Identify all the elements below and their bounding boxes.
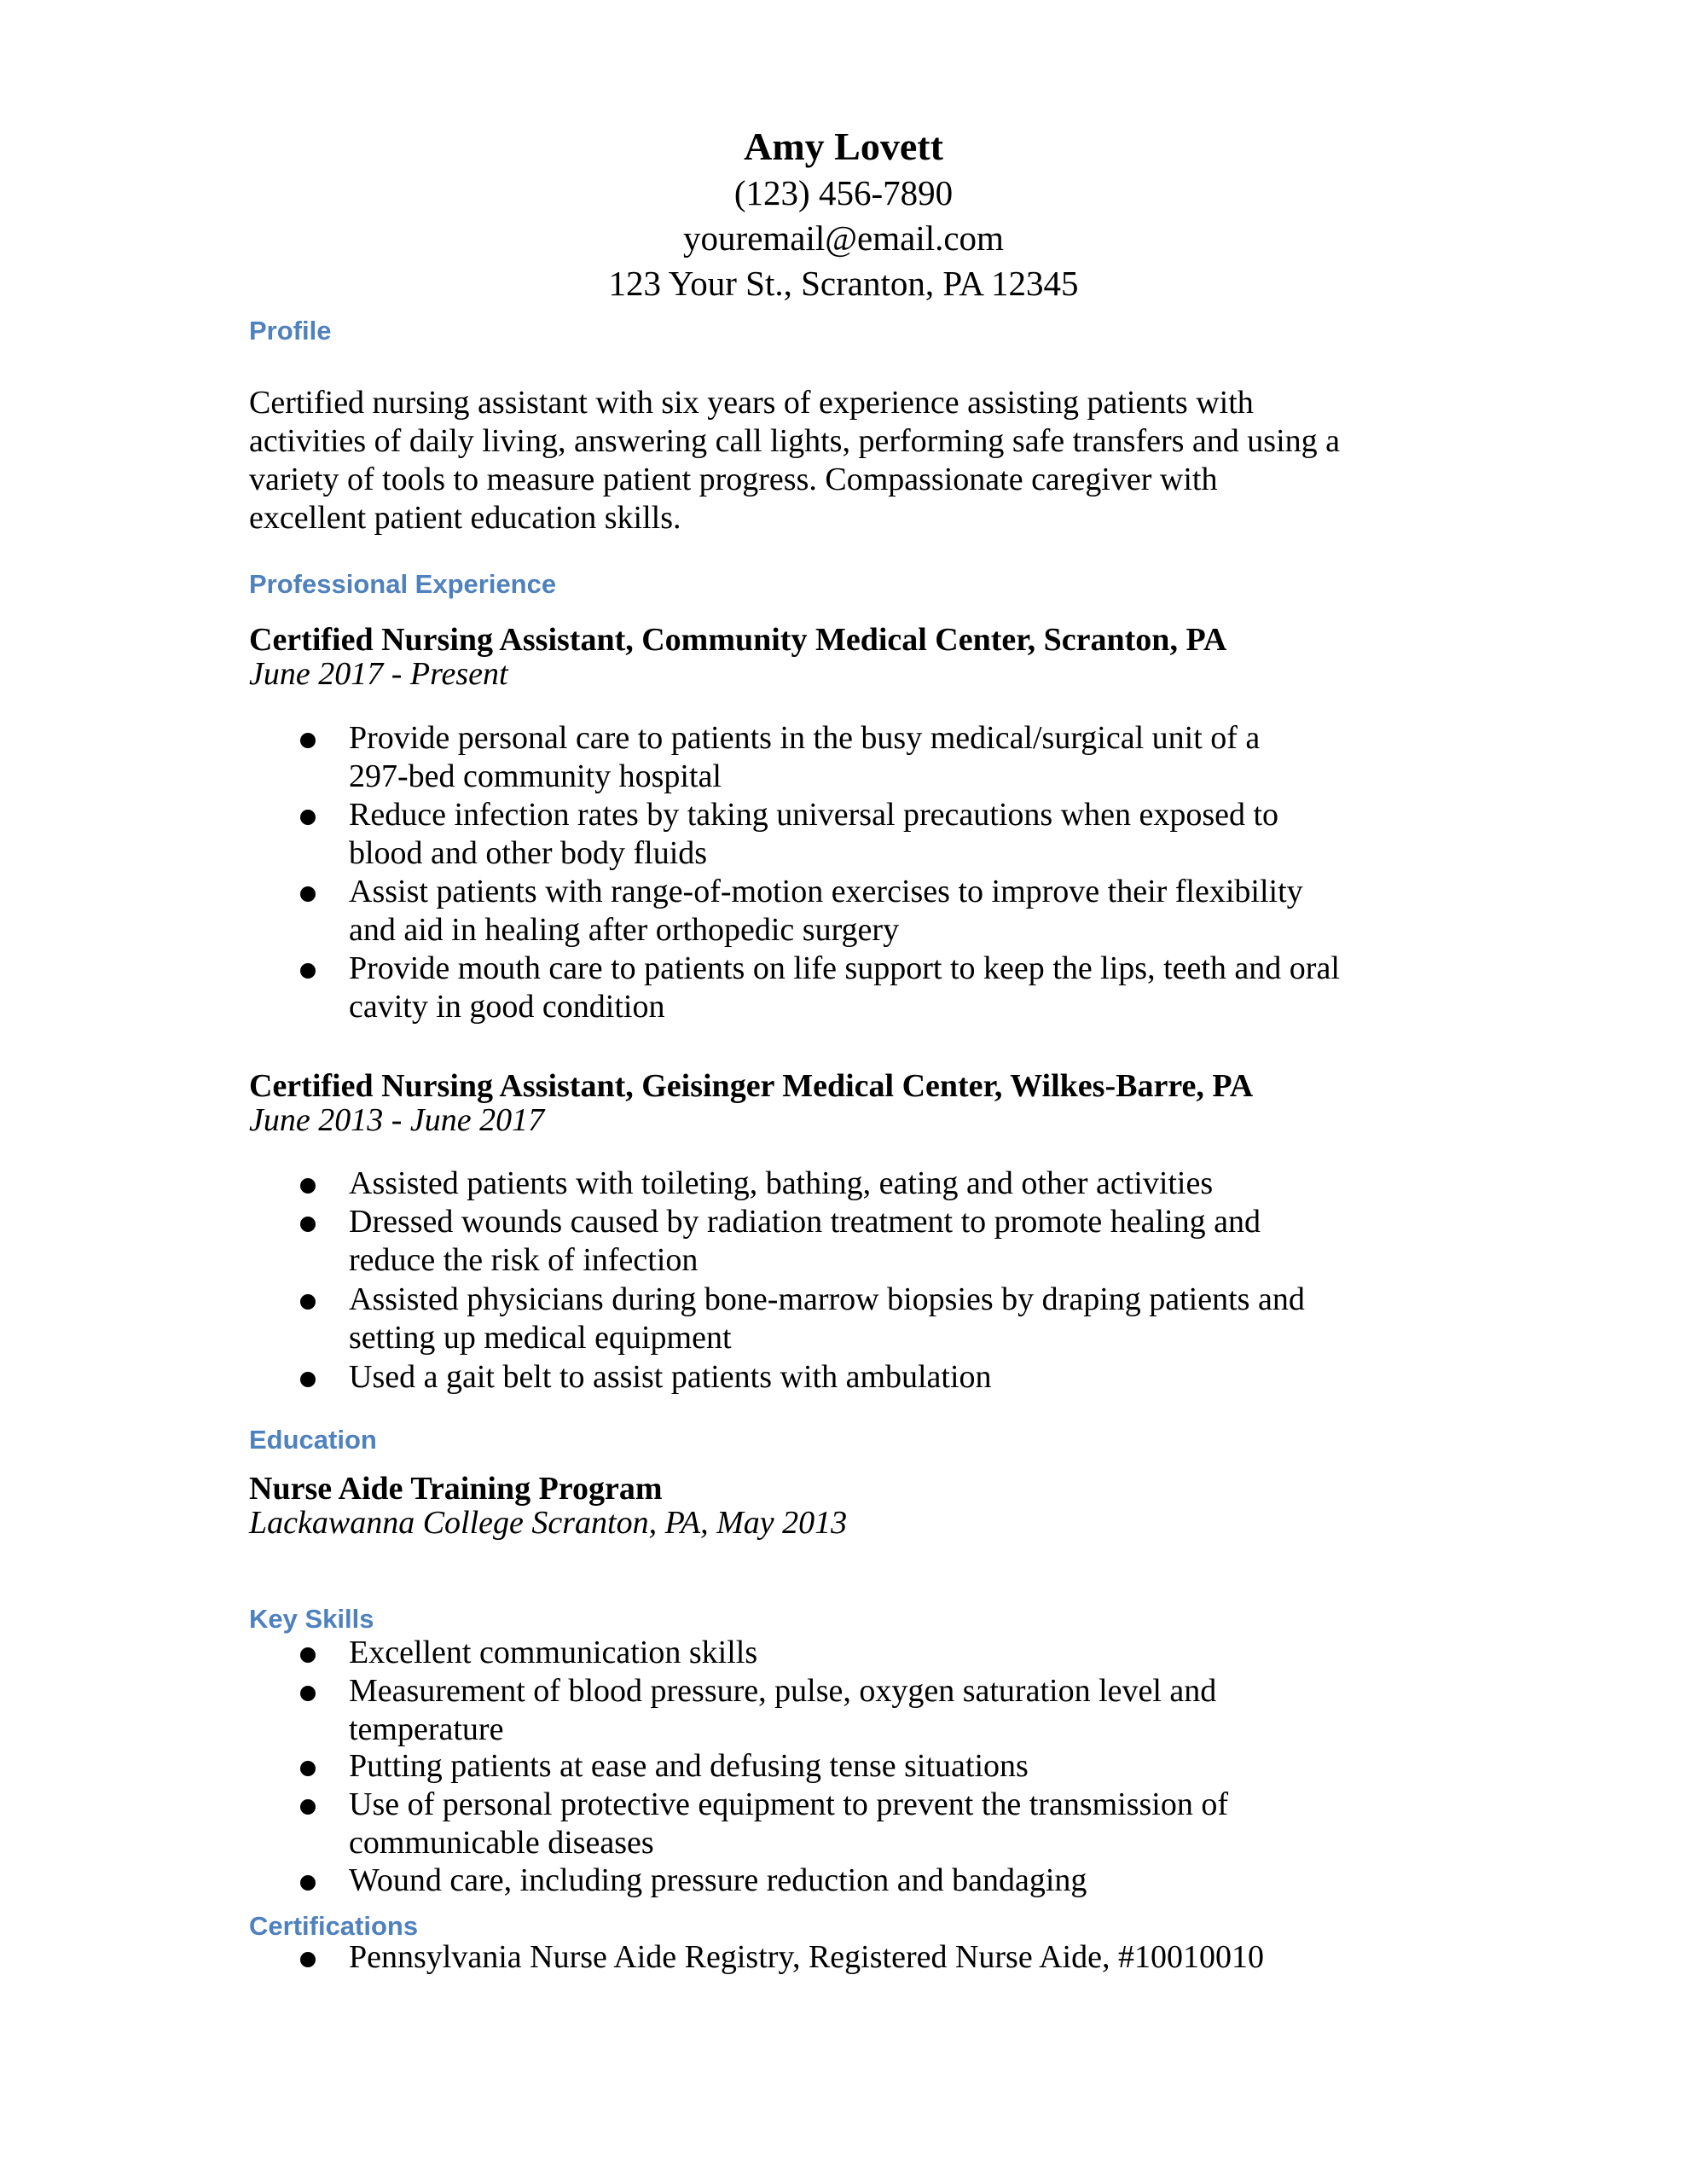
bullet-icon	[300, 1761, 316, 1776]
bullet-icon	[300, 1372, 316, 1387]
email-address: youremail@email.com	[683, 218, 1004, 258]
bullet-line: Pennsylvania Nurse Aide Registry, Registered Nurse Aide, #10010010	[349, 1939, 1264, 1975]
profile-line: activities of daily living, answering call lights, performing safe transfers and using a	[249, 423, 1340, 459]
bullet-line: Dressed wounds caused by radiation treatment to promote healing and	[349, 1204, 1261, 1240]
bullet-line: Use of personal protective equipment to prevent the transmission of	[349, 1786, 1229, 1822]
bullet-line: setting up medical equipment	[349, 1320, 732, 1356]
bullet-icon	[300, 1217, 316, 1232]
bullet-line: Assist patients with range-of-motion exercises to improve their flexibility	[349, 874, 1303, 909]
bullet-icon	[300, 1686, 316, 1701]
bullet-line: communicable diseases	[349, 1825, 654, 1861]
bullet-line: blood and other body fluids	[349, 835, 708, 871]
education-school: Lackawanna College Scranton, PA, May 2013	[249, 1505, 848, 1541]
bullet-line: Reduce infection rates by taking universal precautions when exposed to	[349, 797, 1279, 833]
bullet-line: Used a gait belt to assist patients with ambulation	[349, 1359, 992, 1395]
profile-line: Certified nursing assistant with six years of experience assisting patients with	[249, 385, 1254, 421]
bullet-icon	[300, 1799, 316, 1815]
bullet-line: Putting patients at ease and defusing tense situations	[349, 1748, 1029, 1784]
bullet-icon	[300, 733, 316, 748]
bullet-icon	[300, 1875, 316, 1891]
education-program: Nurse Aide Training Program	[249, 1471, 663, 1507]
section-heading-skills: Key Skills	[249, 1604, 374, 1634]
bullet-icon	[300, 810, 316, 825]
bullet-line: reduce the risk of infection	[349, 1242, 699, 1278]
phone-number: (123) 456-7890	[733, 173, 954, 212]
bullet-line: Excellent communication skills	[349, 1635, 758, 1670]
bullet-line: Measurement of blood pressure, pulse, oxygen saturation level and	[349, 1673, 1217, 1709]
job-dates: June 2017 - Present	[249, 656, 508, 692]
job-dates: June 2013 - June 2017	[249, 1102, 545, 1138]
bullet-icon	[300, 1294, 316, 1310]
bullet-line: and aid in healing after orthopedic surgery	[349, 912, 900, 948]
job-title: Certified Nursing Assistant, Geisinger Medical Center, Wilkes-Barre, PA	[249, 1068, 1254, 1104]
bullet-icon	[300, 1178, 316, 1194]
profile-line: variety of tools to measure patient progress. Compassionate caregiver with	[249, 462, 1218, 497]
section-heading-certifications: Certifications	[249, 1911, 419, 1941]
bullet-icon	[300, 1647, 316, 1663]
bullet-line: Provide personal care to patients in the busy medical/surgical unit of a	[349, 720, 1261, 756]
bullet-line: Assisted physicians during bone-marrow biopsies by draping patients and	[349, 1281, 1305, 1317]
profile-line: excellent patient education skills.	[249, 500, 681, 536]
section-heading-profile: Profile	[249, 316, 332, 346]
job-title: Certified Nursing Assistant, Community Medical Center, Scranton, PA	[249, 622, 1227, 658]
bullet-icon	[300, 1952, 316, 1967]
candidate-name: Amy Lovett	[744, 125, 943, 168]
section-heading-education: Education	[249, 1425, 377, 1455]
section-heading-experience: Professional Experience	[249, 569, 557, 599]
street-address: 123 Your St., Scranton, PA 12345	[608, 264, 1079, 303]
bullet-icon	[300, 886, 316, 902]
bullet-icon	[300, 963, 316, 979]
bullet-line: Wound care, including pressure reduction and bandaging	[349, 1862, 1087, 1898]
bullet-line: Provide mouth care to patients on life support to keep the lips, teeth and oral	[349, 950, 1340, 986]
bullet-line: Assisted patients with toileting, bathing, eating and other activities	[349, 1165, 1214, 1201]
bullet-line: 297-bed community hospital	[349, 758, 722, 794]
bullet-line: temperature	[349, 1711, 504, 1747]
bullet-line: cavity in good condition	[349, 989, 665, 1025]
